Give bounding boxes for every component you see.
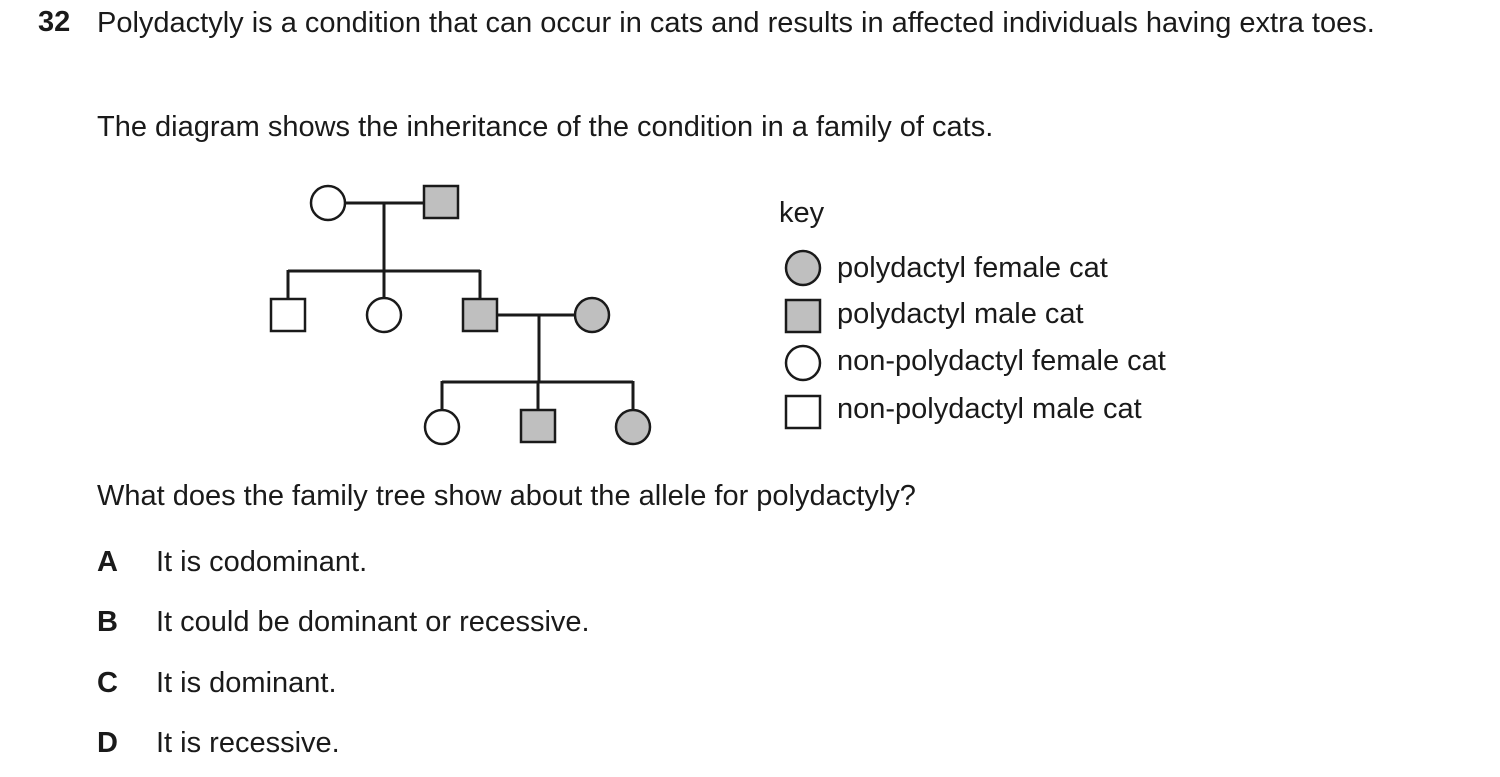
key-symbol-polydactyl-female (786, 251, 820, 285)
option-text-d: It is recessive. (156, 727, 340, 759)
female-affected-symbol (575, 298, 609, 332)
male-affected-symbol (424, 186, 458, 218)
option-letter-a: A (97, 546, 118, 578)
key-label: polydactyl male cat (837, 298, 1084, 330)
question-stem: Polydactyly is a condition that can occur in cats and results in affected individuals having extra toes. (97, 7, 1375, 39)
key-label: non-polydactyl male cat (837, 393, 1142, 425)
question-prompt: What does the family tree show about the allele for polydactyly? (97, 480, 916, 512)
female-unaffected-symbol (425, 410, 459, 444)
option-text-a: It is codominant. (156, 546, 368, 578)
male-affected-symbol (521, 410, 555, 442)
key-label: polydactyl female cat (837, 252, 1108, 284)
male-unaffected-symbol (271, 299, 305, 331)
option-letter-d: D (97, 727, 118, 759)
female-affected-symbol (616, 410, 650, 444)
female-unaffected-symbol (367, 298, 401, 332)
option-text-b: It could be dominant or recessive. (156, 606, 590, 638)
option-text-c: It is dominant. (156, 667, 337, 699)
option-letter-c: C (97, 667, 118, 699)
key-symbol-polydactyl-male (786, 300, 820, 332)
key-title: key (779, 197, 825, 229)
key-symbol-non-polydactyl-male (786, 396, 820, 428)
female-unaffected-symbol (311, 186, 345, 220)
key-label: non-polydactyl female cat (837, 345, 1166, 377)
option-letter-b: B (97, 606, 118, 638)
male-affected-symbol (463, 299, 497, 331)
diagram-intro: The diagram shows the inheritance of the condition in a family of cats. (97, 111, 994, 143)
key-symbol-non-polydactyl-female (786, 346, 820, 380)
question-number: 32 (38, 6, 71, 38)
